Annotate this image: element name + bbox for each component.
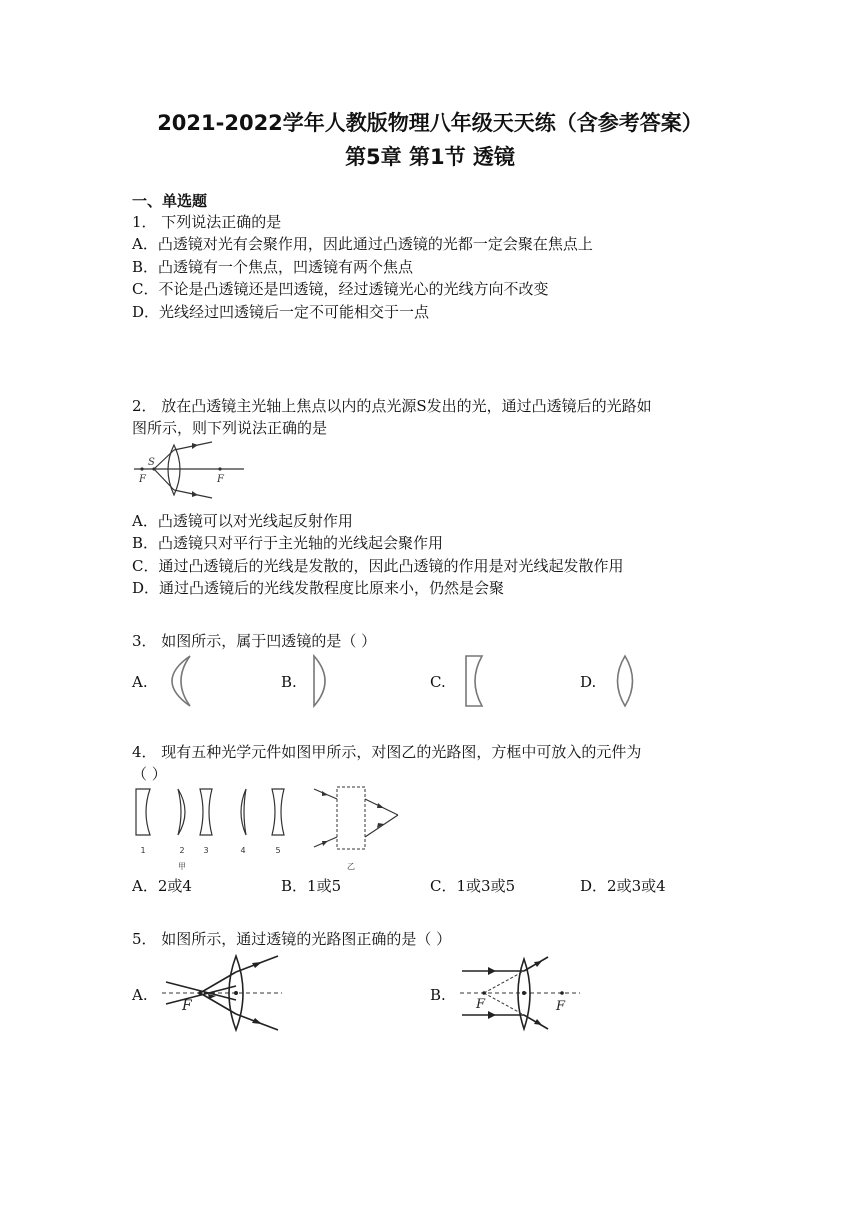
label-f-left: F xyxy=(139,474,146,485)
document-title-line2: 第5章 第1节 透镜 xyxy=(345,145,515,169)
element-label-5: 5 xyxy=(275,846,281,855)
option-c: C．1或3或5 xyxy=(430,877,516,895)
option-a-label: A. xyxy=(132,673,148,691)
label-f-left: F xyxy=(476,997,486,1012)
label-f-right: F xyxy=(556,999,566,1014)
crescent-lens-icon xyxy=(160,654,200,708)
option-c: C．通过凸透镜后的光线是发散的，因此凸透镜的作用是对光线起发散作用 xyxy=(132,557,624,575)
option-a: A．凸透镜对光有会聚作用，因此通过凸透镜的光都一定会聚在焦点上 xyxy=(132,235,593,253)
lens-ray-diagram-a xyxy=(162,952,287,1032)
element-label-3: 3 xyxy=(203,846,209,855)
biconvex-lens-icon xyxy=(610,654,640,708)
label-f-right: F xyxy=(217,474,224,485)
element-label-4: 4 xyxy=(240,846,246,855)
question-stem-line1: 2． 放在凸透镜主光轴上焦点以内的点光源S发出的光，通过凸透镜后的光路如 xyxy=(132,397,652,415)
question-stem: 1． 下列说法正确的是 xyxy=(132,213,282,231)
option-c-label: C. xyxy=(430,673,446,691)
element-label-1: 1 xyxy=(140,846,146,855)
lens-ray-diagram-b xyxy=(460,955,585,1035)
option-a: A．2或4 xyxy=(132,877,192,895)
option-a: A．凸透镜可以对光线起反射作用 xyxy=(132,512,353,530)
option-a-label: A. xyxy=(132,986,148,1004)
optical-elements-diagram xyxy=(130,785,410,873)
option-d: D．2或3或4 xyxy=(580,877,666,895)
option-d: D．通过凸透镜后的光线发散程度比原来小，仍然是会聚 xyxy=(132,579,505,597)
option-b: B．1或5 xyxy=(281,877,342,895)
label-f: F xyxy=(182,998,192,1014)
plano-convex-lens-icon xyxy=(310,654,340,708)
question-stem-line1: 4． 现有五种光学元件如图甲所示，对图乙的光路图，方框中可放入的元件为 xyxy=(132,743,642,761)
section-heading: 一、单选题 xyxy=(132,192,208,210)
question-stem-line2: （ ） xyxy=(132,765,167,783)
option-c: C．不论是凸透镜还是凹透镜，经过透镜光心的光线方向不改变 xyxy=(132,280,549,298)
question-stem-line2: 图所示，则下列说法正确的是 xyxy=(132,419,328,437)
option-b-label: B. xyxy=(281,673,297,691)
question-stem: 5． 如图所示，通过透镜的光路图正确的是（ ） xyxy=(132,930,452,948)
plano-concave-lens-icon xyxy=(460,654,490,708)
document-title-line1: 2021-2022学年人教版物理八年级天天练（含参考答案） xyxy=(157,111,703,135)
figure-caption-jia: 甲 xyxy=(178,862,186,871)
option-b: B．凸透镜只对平行于主光轴的光线起会聚作用 xyxy=(132,534,444,552)
option-b: B．凸透镜有一个焦点，凹透镜有两个焦点 xyxy=(132,258,414,276)
element-label-2: 2 xyxy=(179,846,185,855)
question-stem: 3． 如图所示，属于凹透镜的是（ ） xyxy=(132,632,377,650)
option-b-label: B. xyxy=(430,986,446,1004)
figure-caption-yi: 乙 xyxy=(347,862,355,871)
option-d-label: D. xyxy=(580,673,597,691)
label-s: S xyxy=(148,457,155,468)
convex-lens-diagram xyxy=(134,440,249,506)
option-d: D．光线经过凹透镜后一定不可能相交于一点 xyxy=(132,303,430,321)
